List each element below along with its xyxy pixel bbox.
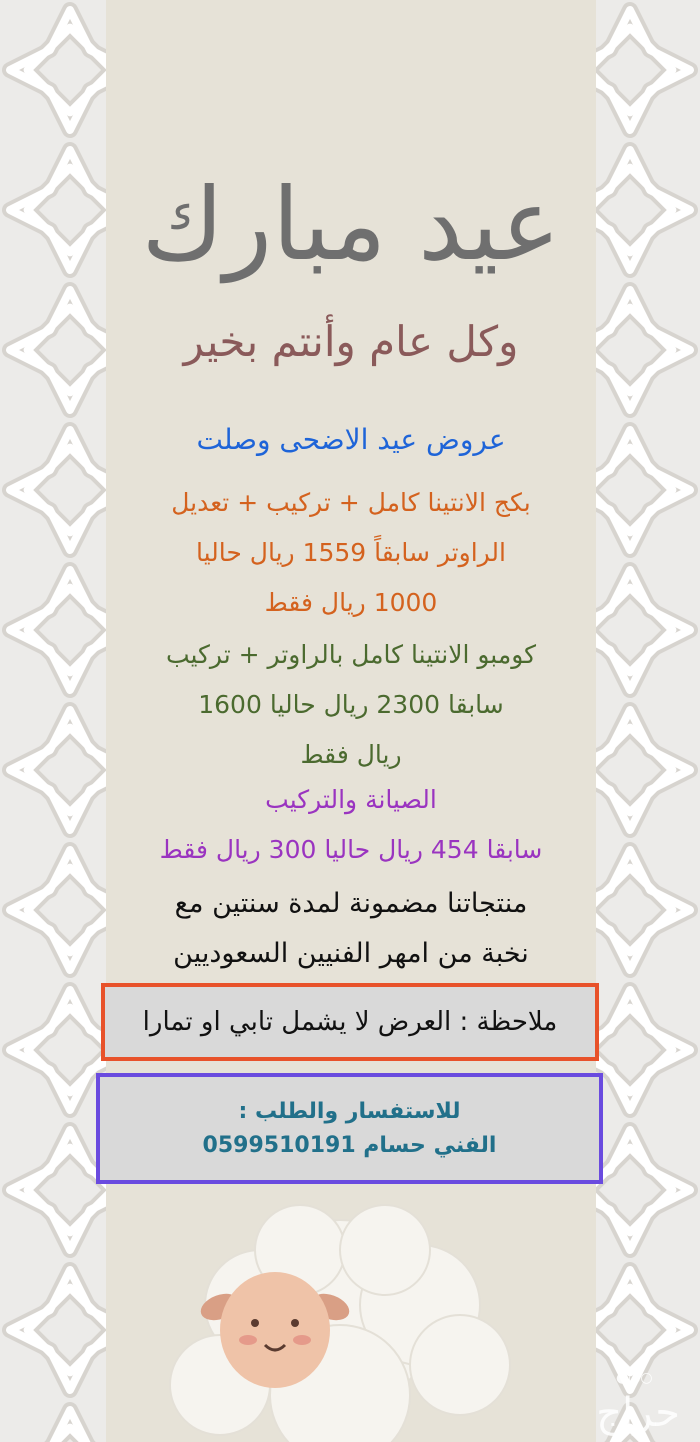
offer-3-line-1: الصيانة والتركيب — [265, 785, 437, 814]
note-text: ملاحظة : العرض لا يشمل تابي او تمارا — [142, 1007, 558, 1037]
note-box — [101, 983, 599, 1061]
offer-2-line-1: كومبو الانتينا كامل بالراوتر + تركيب — [165, 640, 537, 669]
offer-1-line-2: الراوتر سابقاً 1559 ريال حاليا — [196, 538, 506, 567]
sheep-illustration — [160, 1195, 520, 1442]
contact-box — [96, 1073, 603, 1184]
offer-header: عروض عيد الاضحى وصلت — [196, 423, 506, 456]
contact-phone[interactable]: الفني حسام 0599510191 — [202, 1133, 497, 1158]
eid-subtitle: وكل عام وأنتم بخير — [183, 317, 519, 366]
offer-1-line-3: 1000 ريال فقط — [264, 588, 438, 617]
watermark-dots: ●○○ — [616, 1370, 653, 1386]
haraj-watermark: حراج — [596, 1390, 680, 1436]
contact-label: للاستفسار والطلب : — [238, 1099, 461, 1124]
guarantee-line-1: منتجاتنا مضمونة لمدة سنتين مع — [174, 888, 528, 919]
offer-2-line-3: ريال فقط — [300, 740, 402, 769]
offer-2-line-2: سابقا 2300 ريال حاليا 1600 — [198, 690, 504, 719]
offer-3-line-2: سابقا 454 ريال حاليا 300 ريال فقط — [159, 835, 543, 864]
guarantee-line-2: نخبة من امهر الفنيين السعوديين — [173, 938, 529, 969]
offer-1-line-1: بكج الانتينا كامل + تركيب + تعديل — [171, 488, 531, 517]
eid-mubarak-title: عيد مبارك — [141, 166, 561, 283]
